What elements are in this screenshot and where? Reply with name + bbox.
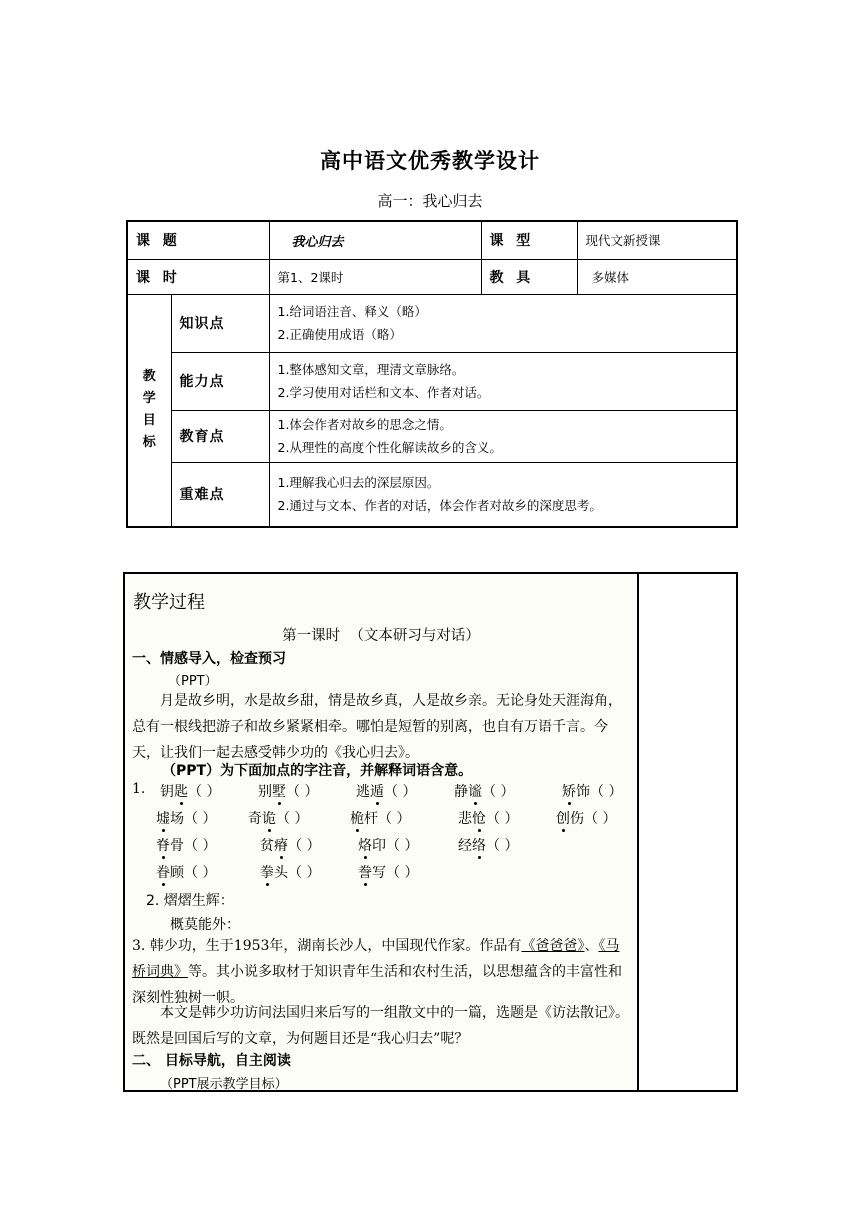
tools-value: 多媒体 [577,259,737,294]
goal-knowledge: 1.给词语注音、释义（略） 2.正确使用成语（略） [269,294,737,352]
ppt-note-1: （PPT） [168,674,218,689]
lesson-info-table [126,220,738,528]
teaching-goals-label: 教 学 目 标 [127,294,171,527]
intro-paragraph: 月是故乡明，水是故乡甜，情是故乡真，人是故乡亲。无论身处天涯海角，总有一根线把游子和故乡紧紧相牵。哪怕是短暂的别离，也自有万语千言。今天，让我们一起去感受韩少功的《我心归去》。 [132,693,622,761]
section-2-heading: 二、 目标导航，自主阅读 [132,1053,291,1069]
vocab-row: 脊骨（ ） 贫瘠（ ） 烙印（ ） 经络（ ） [132,835,632,861]
tools-label: 教 具 [481,259,577,294]
work-link-baba: 《爸爸爸》 [521,938,585,954]
goal-label-knowledge: 知识点 [171,294,269,352]
vocab-row: 眷顾（ ） 拳头（ ） 誊写（ ） [132,862,632,888]
section-1-heading: 一、情感导入，检查预习 [132,651,286,667]
hours-label: 课 时 [127,259,269,294]
vocab-row: 1. 钥匙（ ） 别墅（ ） 逃遁（ ） 静谧（ ） 矫饰（ ） [132,781,623,800]
author-paragraph: 3. 韩少功，生于1953年，湖南长沙人，中国现代作家。作品有《爸爸爸》、《马桥词典》等。其小说多取材于知识青年生活和农村生活，以思想蕴含的丰富性和深刻性独树一帜。 [132,938,622,1006]
ppt-note-3: （PPT展示教学目标） [160,1077,288,1092]
page-subtitle: 高一：我心归去 [377,192,483,210]
item-2-line-1: 2. 熠熠生辉： [146,893,234,909]
process-heading: 教学过程 [133,592,205,613]
vocab-row: 墟场（ ） 奇诡（ ） 桅杆（ ） 悲怆（ ） 创伤（ ） [132,808,632,834]
topic-label: 课 题 [127,221,269,259]
ppt-instruction: （PPT）为下面加点的字注音，并解释词语含意。 [162,763,473,779]
topic-value: 我心归去 [269,221,481,259]
goal-label-ability: 能力点 [171,352,269,410]
goal-difficulty: 1.理解我心归去的深层原因。 2.通过与文本、作者的对话，体会作者对故乡的深度思考。 [269,462,737,527]
item-2-line-2: 概莫能外： [170,917,240,933]
hours-value: 第1、2课时 [269,259,481,294]
type-label: 课 型 [481,221,577,259]
goal-education: 1.体会作者对故乡的思念之情。 2.从理性的高度个性化解读故乡的含义。 [269,410,737,462]
goal-ability: 1.整体感知文章，理清文章脉络。 2.学习使用对话栏和文本、作者对话。 [269,352,737,410]
goal-label-difficulty: 重难点 [171,462,269,527]
page-title: 高中语文优秀教学设计 [320,149,540,173]
type-value: 现代文新授课 [577,221,737,259]
goal-label-education: 教育点 [171,410,269,462]
origin-paragraph: 本文是韩少功访问法国归来后写的一组散文中的一篇，选题是《访法散记》。既然是回国后写的文章，为何题目还是“我心归去”呢？ [132,1005,629,1047]
column-divider [637,574,639,1090]
lesson-title: 第一课时 （文本研习与对话） [282,628,480,644]
work-link-maqiao: 《马桥词典》 [132,938,620,980]
